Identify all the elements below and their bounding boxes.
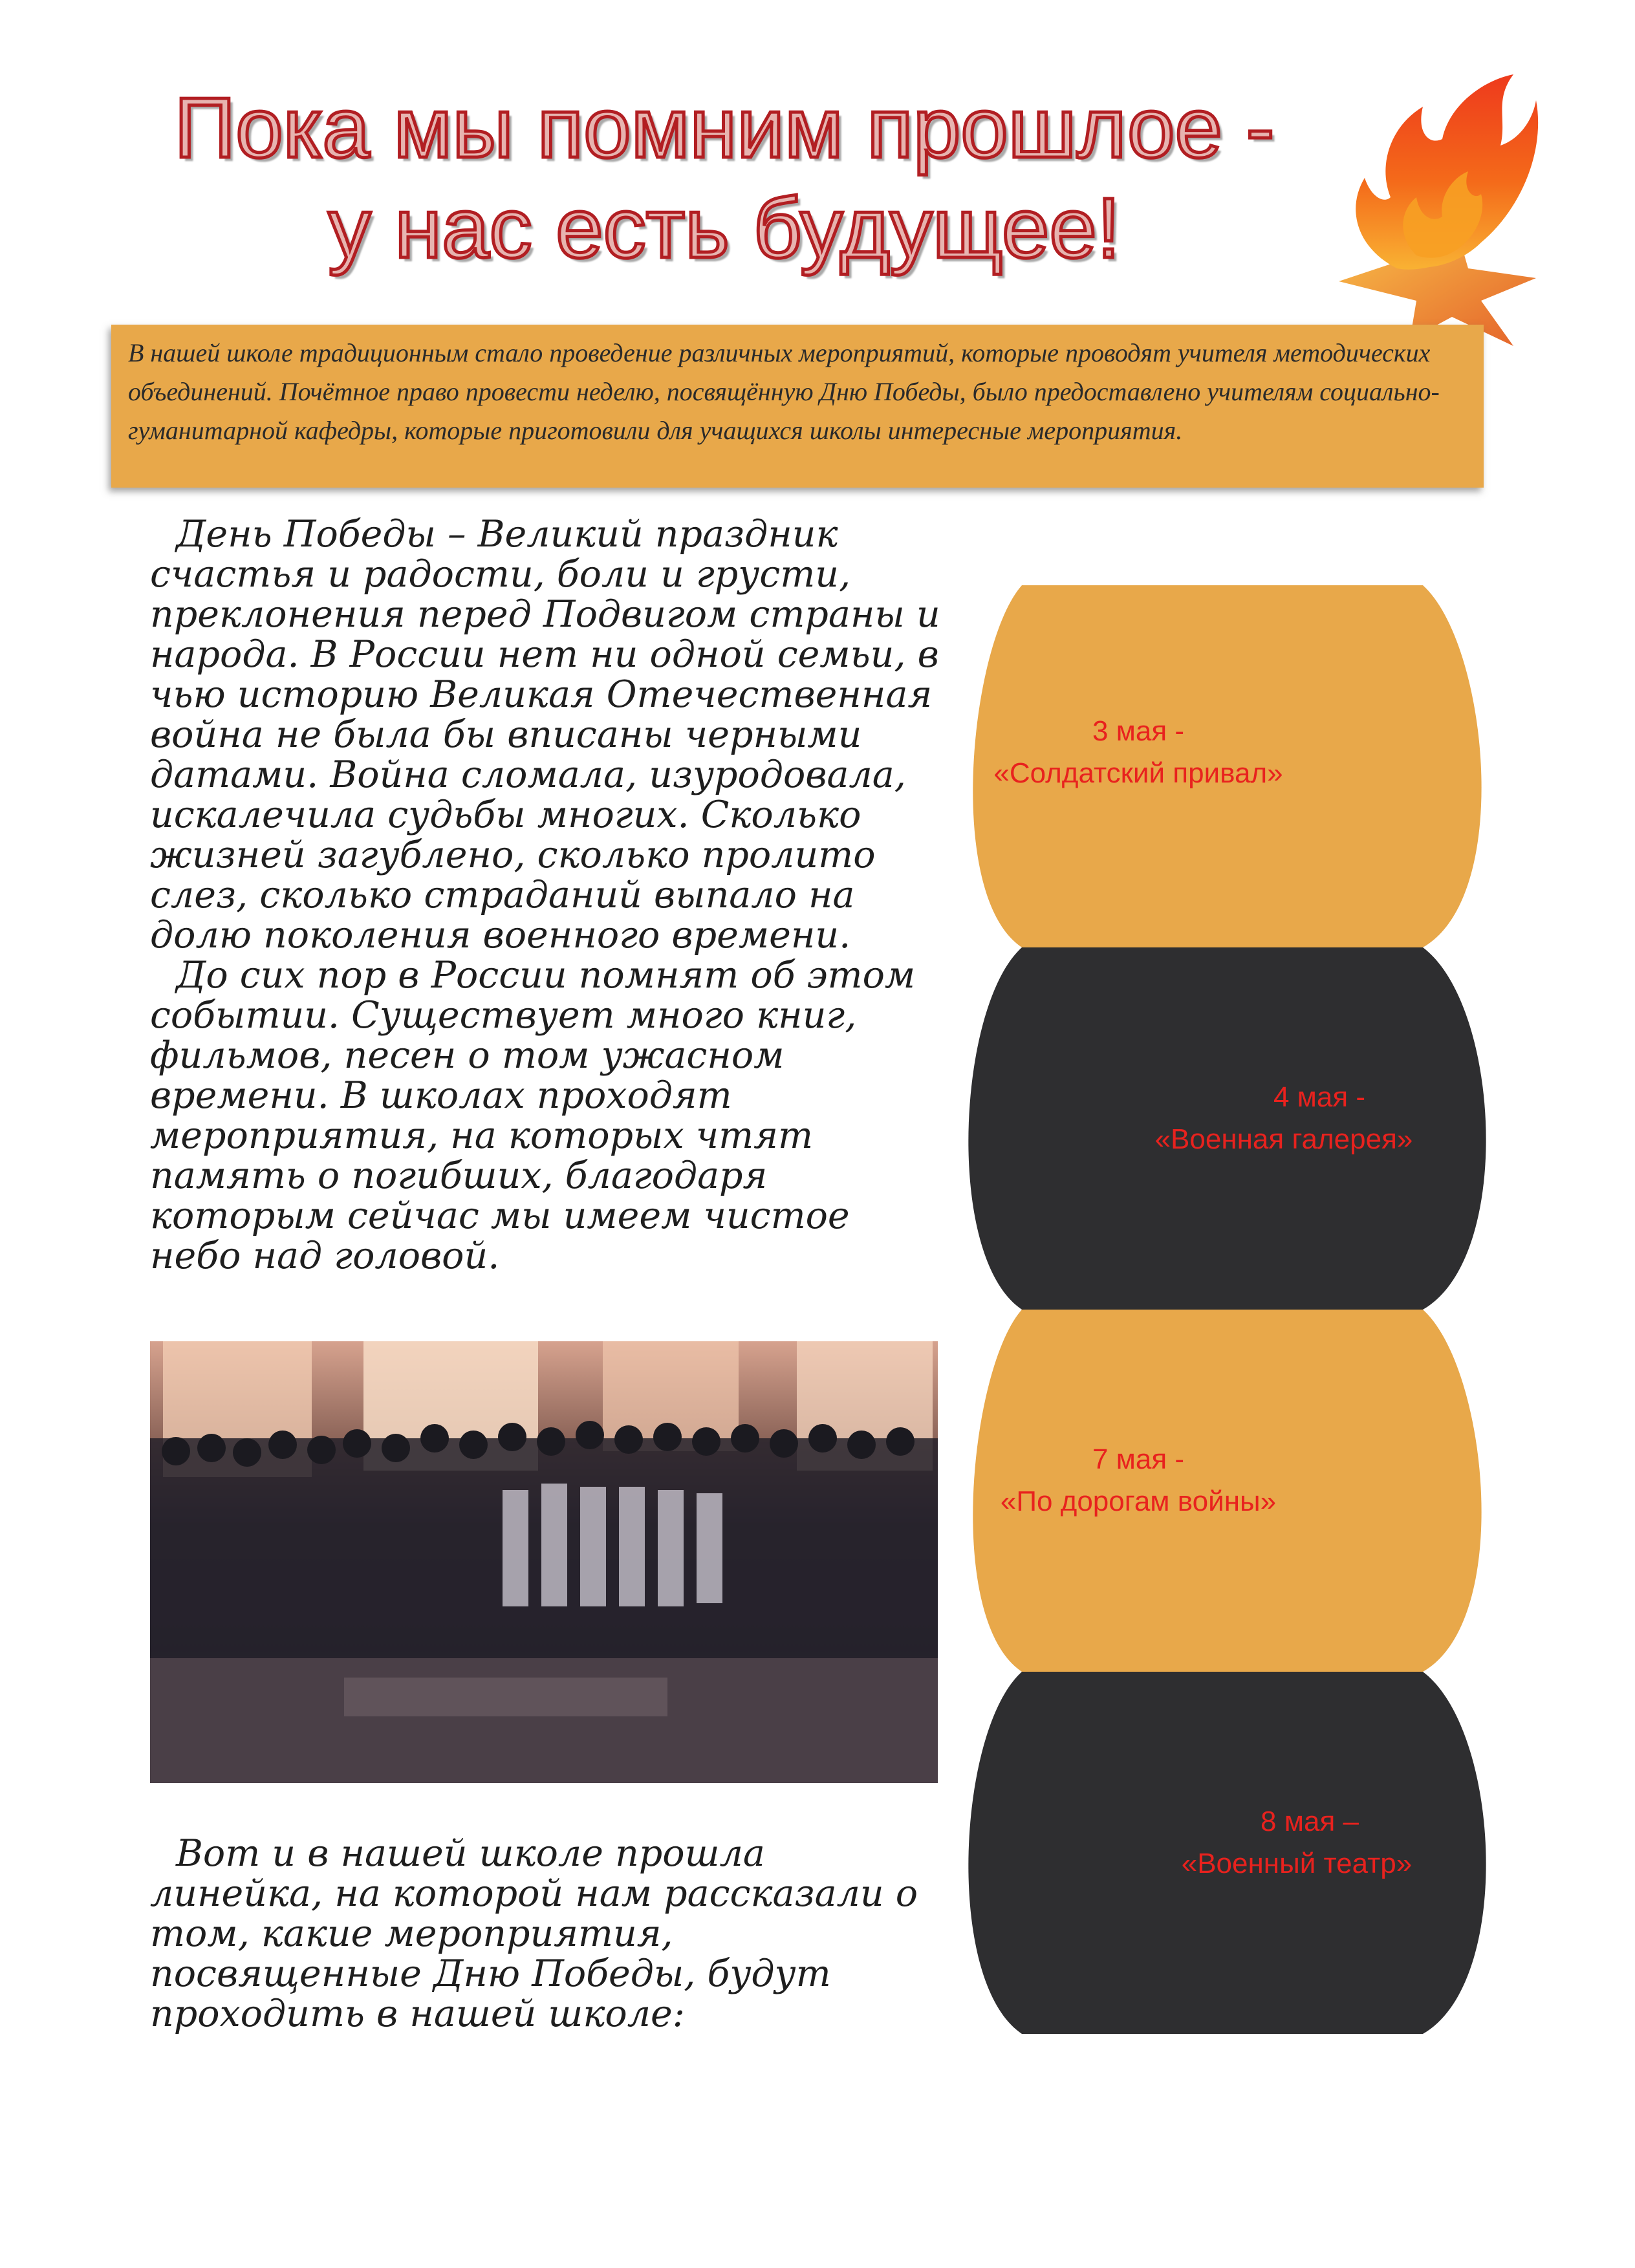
paragraph-school-assembly: Вот и в нашей школе прошла линейка, на которой нам рассказали о том, какие мероприятия, посвященные Дню Победы, будут проходить в нашей школе: [150, 1832, 918, 2035]
event-date: 8 мая – [1261, 1806, 1359, 1837]
title-line-1: Пока мы помним прошлое - [174, 80, 1275, 175]
school-assembly-photo [150, 1341, 938, 1783]
event-name: «По дорогам войны» [1000, 1485, 1277, 1517]
event-name: «Солдатский привал» [993, 757, 1283, 789]
article-text-top [150, 514, 942, 1276]
page-title [116, 78, 1332, 278]
paragraph-victory-day: День Победы – Великий праздник счастья и радости, боли и грусти, преклонения перед Подвигом страны и народа. В России нет ни одной семьи, в чью историю Великая Отечественная война не была бы вписаны черными датами. Война сломала, изуродовала, искалечила судьбы многих. Сколько жизней загублено, сколько пролито слез, сколько страданий выпало на долю поколения военного времени. [150, 513, 940, 956]
event-date: 3 мая - [1092, 715, 1185, 747]
event-date: 4 мая - [1273, 1081, 1366, 1113]
st-george-ribbon-schedule [944, 585, 1500, 2034]
article-text-bottom [150, 1833, 942, 2034]
event-date: 7 мая - [1092, 1443, 1185, 1475]
title-line-2: у нас есть будущее! [328, 180, 1121, 275]
event-name: «Военный театр» [1181, 1848, 1413, 1879]
eternal-flame-star-icon [1319, 61, 1539, 346]
paragraph-memory: До сих пор в России помнят об этом событии. Существует много книг, фильмов, песен о том ужасном времени. В школах проходят мероприятия, на которых чтят память о погибших, благодаря которым сейчас мы имеем чистое небо над головой. [150, 954, 916, 1277]
event-name: «Военная галерея» [1154, 1123, 1413, 1155]
intro-box: В нашей школе традиционным стало проведение различных мероприятий, которые проводят учителя методических объединений. Почётное право провести неделю, посвящённую Дню Победы, было предоставлено учителям социально- гуманитарной кафедры, которые приготовили для учащихся школы интересные мероприятия. [111, 325, 1484, 488]
